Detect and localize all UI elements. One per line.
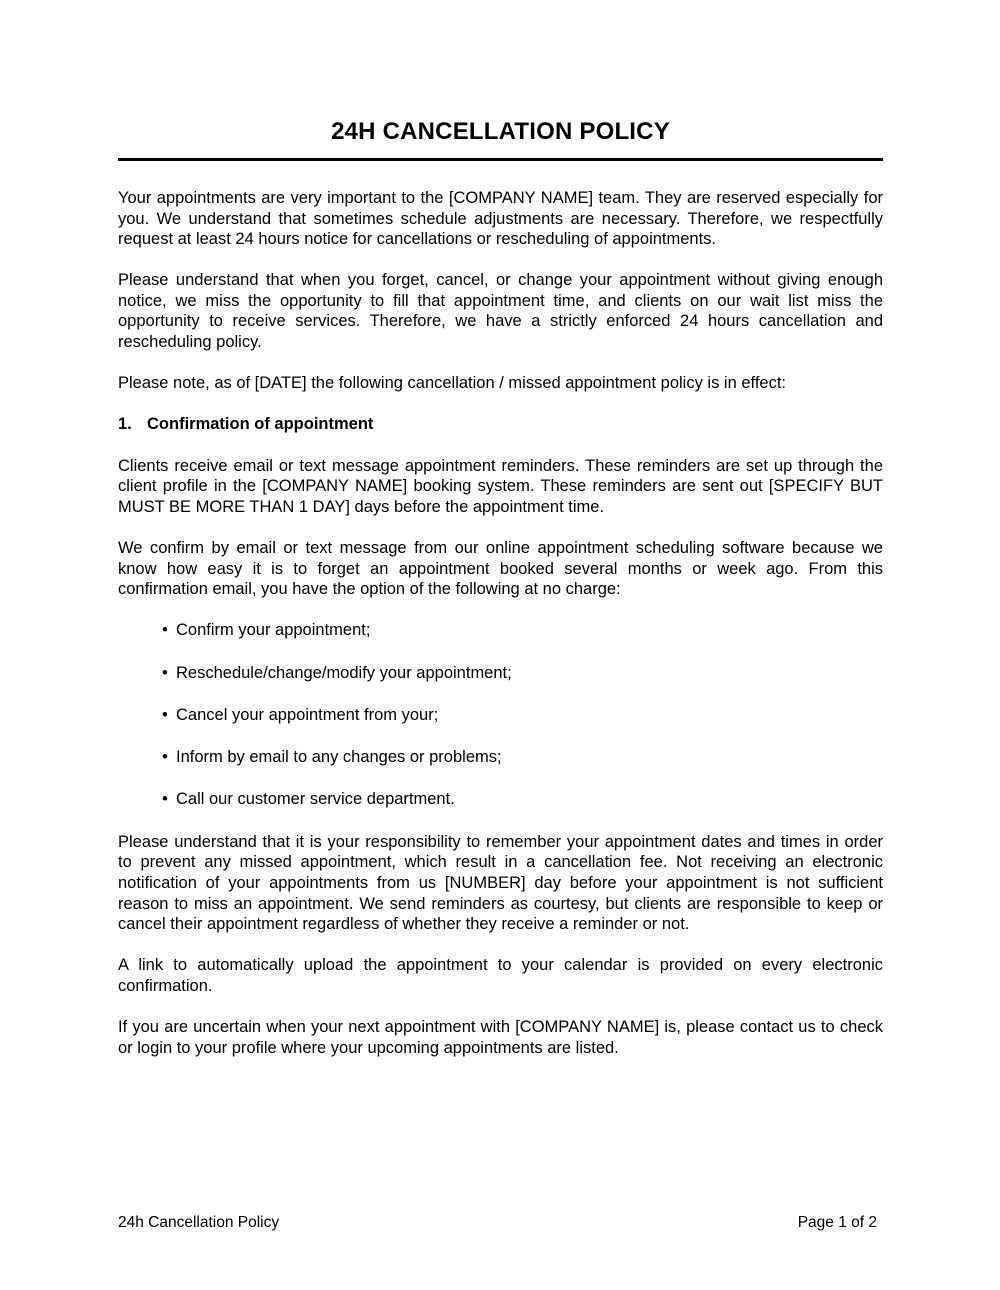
section-paragraph-1: Clients receive email or text message appointment reminders. These reminders are set up through the client profile in the [COMPANY NAME] booking system. These reminders are sent out [SPECIFY BUT MUST BE MORE THAN 1 DAY] days before the appointment time. xyxy=(118,456,883,517)
section-number: 1. xyxy=(118,415,132,434)
options-list xyxy=(118,620,883,809)
list-item: • Confirm your appointment; xyxy=(162,621,371,640)
section-paragraph-2: We confirm by email or text message from our online appointment scheduling software because we know how easy it is to forget an appointment booked several months or week ago. From this confirmation email, you have the option of the following at no charge: xyxy=(118,539,883,599)
bullet-icon: • xyxy=(162,790,168,809)
document-title: 24H CANCELLATION POLICY xyxy=(331,118,670,145)
section-title: Confirmation of appointment xyxy=(147,415,374,434)
intro-paragraph-3: Please note, as of [DATE] the following cancellation / missed appointment policy is in effect: xyxy=(118,374,786,393)
title-underline xyxy=(118,158,883,161)
document-body xyxy=(118,188,883,1079)
section-heading xyxy=(118,414,883,435)
intro-paragraph-1: Your appointments are very important to the [COMPANY NAME] team. They are reserved especially for you. We understand that sometimes schedule adjustments are necessary. Therefore, we respectfully request at least 24 hours notice for cancellations or rescheduling of appointments. xyxy=(118,189,883,249)
closing-paragraph-1: Please understand that it is your responsibility to remember your appointment dates and times in order to prevent any missed appointment, which result in a cancellation fee. Not receiving an electronic notification of your appointments from us [NUMBER] day before your appointment is not sufficient reason to miss an appointment. We send reminders as courtesy, but clients are responsible to keep or cancel their appointment regardless of whether they receive a reminder or not. xyxy=(118,832,883,934)
bullet-icon: • xyxy=(162,747,168,766)
closing-paragraph-3: If you are uncertain when your next appointment with [COMPANY NAME] is, please contact us to check or login to your profile where your upcoming appointments are listed. xyxy=(118,1017,883,1057)
list-item: • Call our customer service department. xyxy=(162,790,455,809)
page-footer xyxy=(118,1214,883,1234)
bullet-icon: • xyxy=(162,663,168,682)
intro-paragraph-2: Please understand that when you forget, cancel, or change your appointment without giving enough notice, we miss the opportunity to fill that appointment time, and clients on our wait list miss the opportunity to receive services. Therefore, we have a strictly enforced 24 hours cancellation and rescheduling policy. xyxy=(118,271,883,352)
bullet-icon: • xyxy=(162,705,168,724)
list-item: • Cancel your appointment from your; xyxy=(162,705,439,724)
bullet-icon: • xyxy=(162,621,168,640)
document-page xyxy=(118,0,883,1290)
list-item: • Reschedule/change/modify your appointment; xyxy=(162,663,512,682)
closing-paragraph-2: A link to automatically upload the appointment to your calendar is provided on every electronic confirmation. xyxy=(118,956,883,995)
footer-document-name: 24h Cancellation Policy xyxy=(118,1214,280,1231)
list-item: • Inform by email to any changes or problems; xyxy=(162,747,502,766)
footer-page-number: Page 1 of 2 xyxy=(797,1214,877,1231)
